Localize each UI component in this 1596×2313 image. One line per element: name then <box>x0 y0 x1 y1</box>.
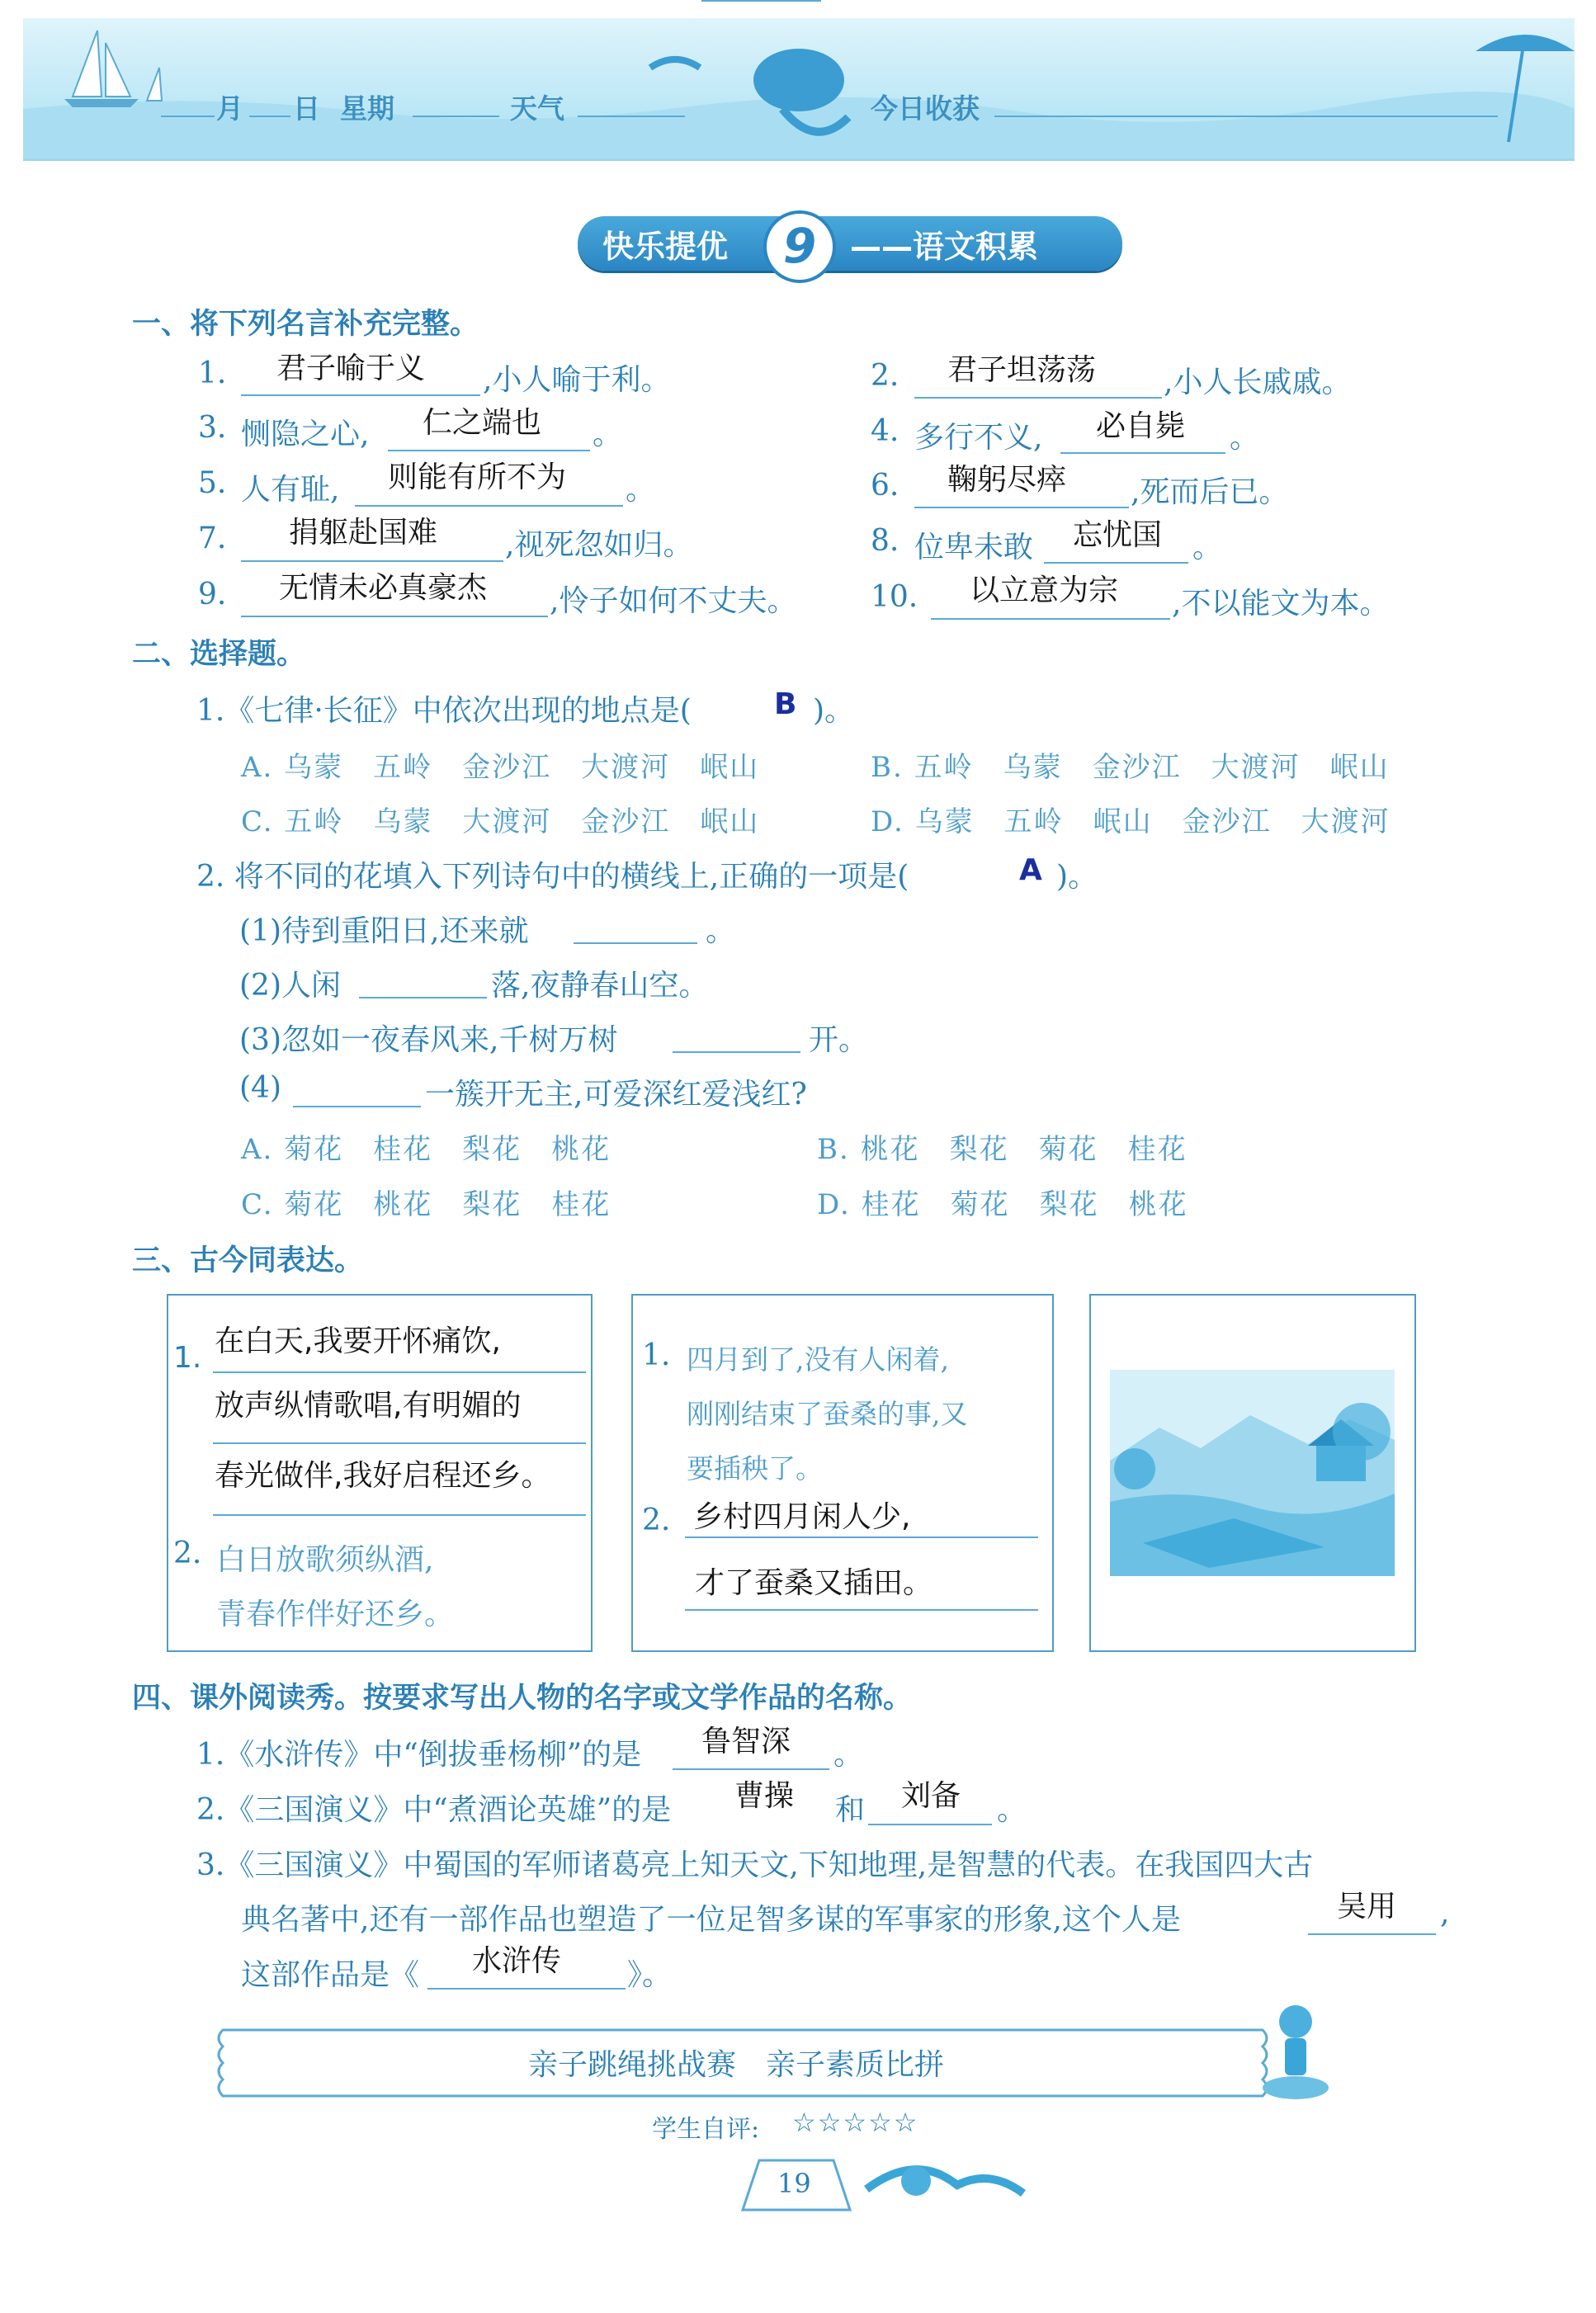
self-eval-label: 学生自评: <box>652 2115 760 2144</box>
box1-rule3 <box>213 1514 586 1516</box>
banner-decoration <box>23 18 1575 158</box>
s1-item8-answer: 忘忧国 <box>1073 518 1163 552</box>
s1-item1-blank <box>241 394 480 396</box>
s2-q2-close: )。 <box>1056 860 1098 894</box>
s2-q2-line1-blank <box>574 942 697 944</box>
box1-num1: 1. <box>173 1341 202 1375</box>
s1-item5-blank <box>355 505 623 507</box>
section4-heading: 四、课外阅读秀。按要求写出人物的名字或文学作品的名称。 <box>132 1682 913 1715</box>
box2-para1: 四月到了,没有人闲着, <box>687 1343 949 1376</box>
box1-rule1 <box>213 1371 586 1373</box>
month-line <box>161 116 215 117</box>
s2-q2-option-a: A. 菊花 桂花 梨花 桃花 <box>241 1133 611 1166</box>
weather-line <box>578 116 685 117</box>
s2-q1-close: )。 <box>813 694 855 728</box>
title-number: 9 <box>763 210 836 283</box>
s2-q2-text: 2. 将不同的花填入下列诗句中的横线上,正确的一项是( <box>196 860 909 894</box>
s1-item4-after: 。 <box>1230 421 1260 455</box>
box2-para2: 刚刚结束了蚕桑的事,又 <box>687 1398 968 1430</box>
s2-q2-line2-a: (2)人闲 <box>239 969 341 1003</box>
s2-q2-line4-b: 一簇开无主,可爱深红爱浅红? <box>425 1078 807 1112</box>
s4-q3-blank2 <box>427 1988 626 1990</box>
s1-item8-blank <box>1044 562 1188 564</box>
self-eval-stars: ☆☆☆☆☆ <box>792 2107 919 2138</box>
s1-item5-before: 人有耻, <box>241 473 340 507</box>
s4-q1-answer: 鲁智深 <box>701 1725 791 1758</box>
s4-q3-answer1: 吴用 <box>1337 1890 1397 1924</box>
title-right: ——语文积累 <box>850 229 1039 265</box>
weather-label: 天气 <box>510 92 564 125</box>
s2-q2-option-c: C. 菊花 桃花 梨花 桂花 <box>241 1188 611 1221</box>
s4-q2-blank1 <box>701 0 821 2</box>
s4-q2-blank2 <box>868 1824 992 1825</box>
s1-item6-blank <box>914 507 1129 508</box>
s1-item10-blank <box>931 618 1170 620</box>
box2-num2: 2. <box>642 1503 671 1537</box>
village-illustration <box>1110 1370 1395 1576</box>
box1-line2: 放声纵情歌唱,有明媚的 <box>215 1389 522 1423</box>
s4-q3-line3: 这部作品是《 <box>241 1958 420 1992</box>
s2-q1-option-b: B. 五岭 乌蒙 金沙江 大渡河 岷山 <box>871 751 1390 784</box>
s2-q2-line1-b: 。 <box>706 914 736 948</box>
s1-item4-blank <box>1060 452 1225 454</box>
s1-item10-answer: 以立意为宗 <box>970 574 1119 607</box>
s2-q2-line2-blank <box>359 997 487 998</box>
box1-line1: 在白天,我要开怀痛饮, <box>215 1324 501 1358</box>
s1-item6-answer: 鞠躬尽瘁 <box>947 463 1067 497</box>
box2-rule2 <box>685 1609 1038 1611</box>
s1-item5-num: 5. <box>198 466 227 500</box>
s4-q2-after: 。 <box>997 1793 1027 1827</box>
s2-q2-option-b: B. 桃花 梨花 菊花 桂花 <box>817 1133 1188 1166</box>
s2-q1-answer: B <box>774 687 797 721</box>
title-left: 快乐提优 <box>602 229 729 265</box>
s1-item4-before: 多行不义, <box>914 421 1043 455</box>
s2-q2-line2-b: 落,夜静春山空。 <box>491 969 709 1003</box>
box2-num1: 1. <box>642 1338 671 1372</box>
s1-item7-answer: 捐躯赴国难 <box>289 516 438 550</box>
s2-q1-text: 1.《七律·长征》中依次出现的地点是( <box>196 694 692 728</box>
weekday-line <box>413 116 499 117</box>
s1-item3-num: 3. <box>198 411 227 445</box>
s1-item9-num: 9. <box>198 578 227 611</box>
s1-item6-after: ,死而后已。 <box>1131 475 1289 509</box>
s1-item3-blank <box>388 450 590 451</box>
s4-q2-answer1: 曹操 <box>734 1779 795 1813</box>
s1-item3-before: 恻隐之心, <box>241 418 370 451</box>
box1-poem1: 白日放歌须纵酒, <box>216 1543 434 1577</box>
s1-item8-num: 8. <box>871 524 900 558</box>
s1-item3-answer: 仁之端也 <box>423 406 542 440</box>
s1-item8-before: 位卑未敢 <box>914 531 1034 564</box>
s2-q2-line4-a: (4) <box>239 1071 281 1105</box>
month-label: 月 <box>216 92 243 125</box>
s4-q1-after: 。 <box>833 1738 864 1772</box>
harvest-line <box>994 116 1498 117</box>
s2-q2-option-d: D. 桂花 菊花 梨花 桃花 <box>817 1188 1188 1221</box>
s2-q2-line4-blank <box>293 1106 421 1107</box>
s1-item4-num: 4. <box>871 414 900 448</box>
s1-item5-answer: 则能有所不为 <box>388 460 567 494</box>
box2-para3: 要插秧了。 <box>687 1452 823 1485</box>
day-line <box>249 116 290 117</box>
girl-illustration <box>1258 1997 1333 2104</box>
s4-q2-mid: 和 <box>835 1793 866 1827</box>
weekday-label: 星期 <box>340 92 394 125</box>
page-number: 19 <box>777 2168 811 2199</box>
s1-item2-num: 2. <box>871 359 900 393</box>
s4-q3-line2-end: , <box>1440 1896 1450 1930</box>
s2-q2-line3-b: 开。 <box>809 1023 869 1057</box>
s2-q1-option-a: A. 乌蒙 五岭 金沙江 大渡河 岷山 <box>241 751 760 784</box>
s4-q2-text: 2.《三国演义》中“煮酒论英雄”的是 <box>196 1793 672 1827</box>
header-banner <box>23 18 1575 161</box>
s2-q2-answer: A <box>1019 853 1042 887</box>
s1-item3-after: 。 <box>593 418 623 451</box>
s1-item2-blank <box>914 397 1162 399</box>
page-number-decoration <box>726 2152 1040 2218</box>
s2-q1-option-d: D. 乌蒙 五岭 岷山 金沙江 大渡河 <box>871 805 1391 838</box>
s1-item1-num: 1. <box>198 356 227 390</box>
section1-heading: 一、将下列名言补充完整。 <box>132 308 479 341</box>
box1-num2: 2. <box>173 1536 202 1570</box>
box2-rule1 <box>685 1536 1038 1538</box>
s1-item7-blank <box>241 560 503 562</box>
s2-q2-line3-a: (3)忽如一夜春风来,千树万树 <box>239 1023 618 1057</box>
s4-q3-line3-end: 》。 <box>627 1958 673 1992</box>
s4-q2-answer2: 刘备 <box>901 1779 961 1813</box>
s4-q3-line1: 3.《三国演义》中蜀国的军师诸葛亮上知天文,下知地理,是智慧的代表。在我国四大古 <box>196 1848 1314 1882</box>
s1-item2-answer: 君子坦荡荡 <box>947 353 1097 387</box>
section3-heading: 三、古今同表达。 <box>132 1244 364 1277</box>
s4-q1-text: 1.《水浒传》中“倒拔垂杨柳”的是 <box>196 1738 642 1772</box>
s1-item4-answer: 必自毙 <box>1096 409 1186 443</box>
s2-q2-line1-a: (1)待到重阳日,还来就 <box>239 914 529 948</box>
s1-item1-after: ,小人喻于利。 <box>483 363 671 397</box>
box2-line1: 乡村四月闲人少, <box>693 1500 911 1534</box>
s1-item9-answer: 无情未必真豪杰 <box>279 571 488 605</box>
s2-q1-option-c: C. 五岭 乌蒙 大渡河 金沙江 岷山 <box>241 805 760 838</box>
s2-q2-line3-blank <box>673 1051 800 1053</box>
box1-rule2 <box>213 1442 586 1444</box>
box1-poem2: 青春作伴好还乡。 <box>216 1598 455 1631</box>
box2-line2: 才了蚕桑又插田。 <box>695 1566 933 1600</box>
s1-item5-after: 。 <box>626 473 656 507</box>
s1-item8-after: 。 <box>1192 531 1223 564</box>
harvest-label: 今日收获 <box>871 92 980 125</box>
s1-item2-after: ,小人长戚戚。 <box>1164 366 1352 399</box>
s4-q1-blank <box>673 1768 829 1770</box>
s1-item9-blank <box>241 616 548 617</box>
footer-banner-text: 亲子跳绳挑战赛 亲子素质比拼 <box>528 2048 945 2082</box>
s1-item10-after: ,不以能文为本。 <box>1172 587 1390 621</box>
s4-q3-blank1 <box>1308 1933 1436 1935</box>
s1-item7-num: 7. <box>198 522 227 555</box>
s1-item1-answer: 君子喻于义 <box>276 352 426 385</box>
s1-item7-after: ,视死忽如归。 <box>505 528 693 562</box>
s1-item10-num: 10. <box>871 580 918 614</box>
section2-heading: 二、选择题。 <box>132 638 306 671</box>
day-label: 日 <box>293 92 320 125</box>
box1-line3: 春光做伴,我好启程还乡。 <box>215 1459 551 1493</box>
s4-q3-line2: 典名著中,还有一部作品也塑造了一位足智多谋的军事家的形象,这个人是 <box>241 1903 1181 1937</box>
s1-item9-after: ,怜子如何不丈夫。 <box>550 584 797 618</box>
s4-q3-answer2: 水浒传 <box>472 1944 562 1978</box>
s1-item6-num: 6. <box>871 469 900 503</box>
